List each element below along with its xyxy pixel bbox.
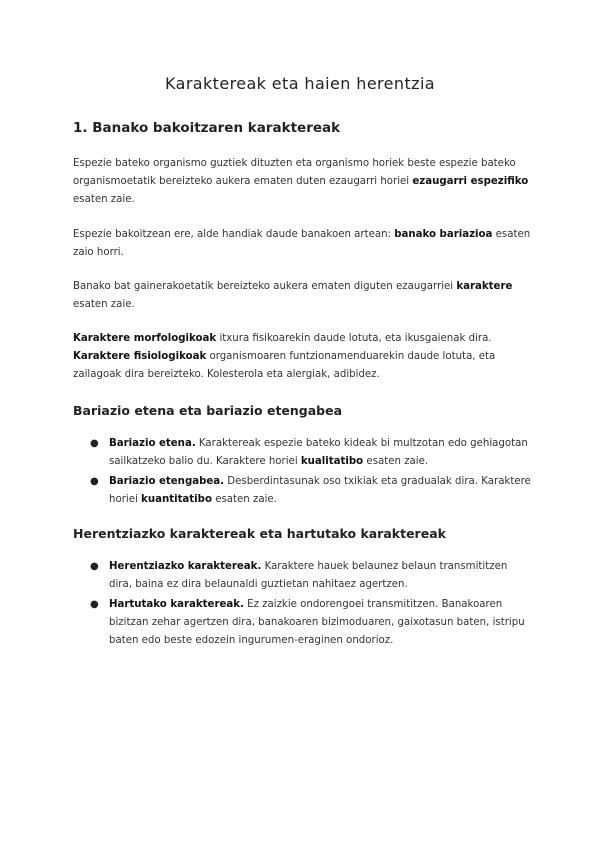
- paragraph-ezaugarri-espezifiko: [73, 155, 533, 209]
- list-item: [90, 596, 533, 650]
- bold-term: ezaugarri espezifiko: [412, 176, 529, 187]
- paragraph-text: Espezie bateko organismo guztiek dituzten eta organismo horiek beste espezie bateko organismoetatik bereizteko aukera ematen duten ezaugarri horiei: [73, 158, 516, 187]
- bullet-icon: ●: [90, 438, 99, 449]
- list-item-text: Ez zaizkie ondorengoei transmititzen. Banakoaren bizitzan zehar agertzen dira, banakoaren bizimoduaren, gaixotasun baten, istripu baten edo beste edozein ingurumen-eraginen ondorioz.: [109, 599, 525, 646]
- paragraph-text: itxura fisikoarekin daude lotuta, eta ikusgaienak dira.: [216, 333, 492, 344]
- section-heading-3: Herentziazko karaktereak eta hartutako karaktereak: [73, 526, 446, 541]
- list-item: [90, 435, 533, 471]
- bold-term: Bariazio etena.: [109, 438, 196, 449]
- paragraph-text: organismoaren funtzionamenduarekin daude lotuta, eta zailagoak dira bereizteko. Kolesterola eta alergiak, adibidez.: [73, 351, 496, 380]
- bold-term: banako bariazioa: [394, 229, 493, 240]
- paragraph-morfologikoak-fisiologikoak: [73, 330, 533, 384]
- bullet-icon: ●: [90, 561, 99, 572]
- list-item-text: Desberdintasunak oso txikiak eta gradualak dira. Karaktere horiei: [109, 476, 531, 505]
- bold-term: Karaktere morfologikoak: [73, 333, 217, 344]
- paragraph-karaktere: [73, 278, 533, 314]
- bold-term: Bariazio etengabea.: [109, 476, 225, 487]
- paragraph-text: esaten zaie.: [73, 299, 135, 310]
- section-heading-1: 1. Banako bakoitzaren karaktereak: [73, 120, 341, 136]
- list-item: [90, 558, 533, 594]
- bullet-list-bariazioa: [90, 435, 533, 511]
- paragraph-text: Banako bat gainerakoetatik bereizteko aukera ematen diguten ezaugarriei: [73, 281, 457, 292]
- bold-term: karaktere: [456, 281, 513, 292]
- bold-term: Karaktere fisiologikoak: [73, 351, 207, 362]
- bold-term: Herentziazko karaktereak.: [109, 561, 262, 572]
- bullet-list-herentzia: [90, 558, 533, 652]
- bold-term: kualitatibo: [300, 456, 364, 467]
- section-heading-2: Bariazio etena eta bariazio etengabea: [73, 403, 343, 418]
- paragraph-text: esaten zaie.: [73, 194, 135, 205]
- page-title: Karaktereak eta haien herentzia: [165, 74, 435, 93]
- list-item-text: esaten zaie.: [363, 456, 429, 467]
- bullet-icon: ●: [90, 599, 99, 610]
- list-item-text: Karaktere hauek belaunez belaun transmititzen dira, baina ez dira belaunaldi guztietan nahitaez agertzen.: [109, 561, 508, 590]
- bold-term: Hartutako karaktereak.: [109, 599, 244, 610]
- paragraph-text: esaten zaio horri.: [73, 229, 531, 258]
- paragraph-text: Espezie bakoitzean ere, alde handiak daude banakoen artean:: [73, 229, 395, 240]
- list-item: [90, 473, 533, 509]
- bold-term: kuantitatibo: [141, 494, 212, 505]
- paragraph-banako-bariazioa: [73, 226, 533, 262]
- list-item-text: esaten zaie.: [211, 494, 277, 505]
- bullet-icon: ●: [90, 476, 99, 487]
- list-item-text: Karaktereak espezie bateko kideak bi multzotan edo gehiagotan sailkatzeko balio du. Karaktere horiei: [109, 438, 528, 467]
